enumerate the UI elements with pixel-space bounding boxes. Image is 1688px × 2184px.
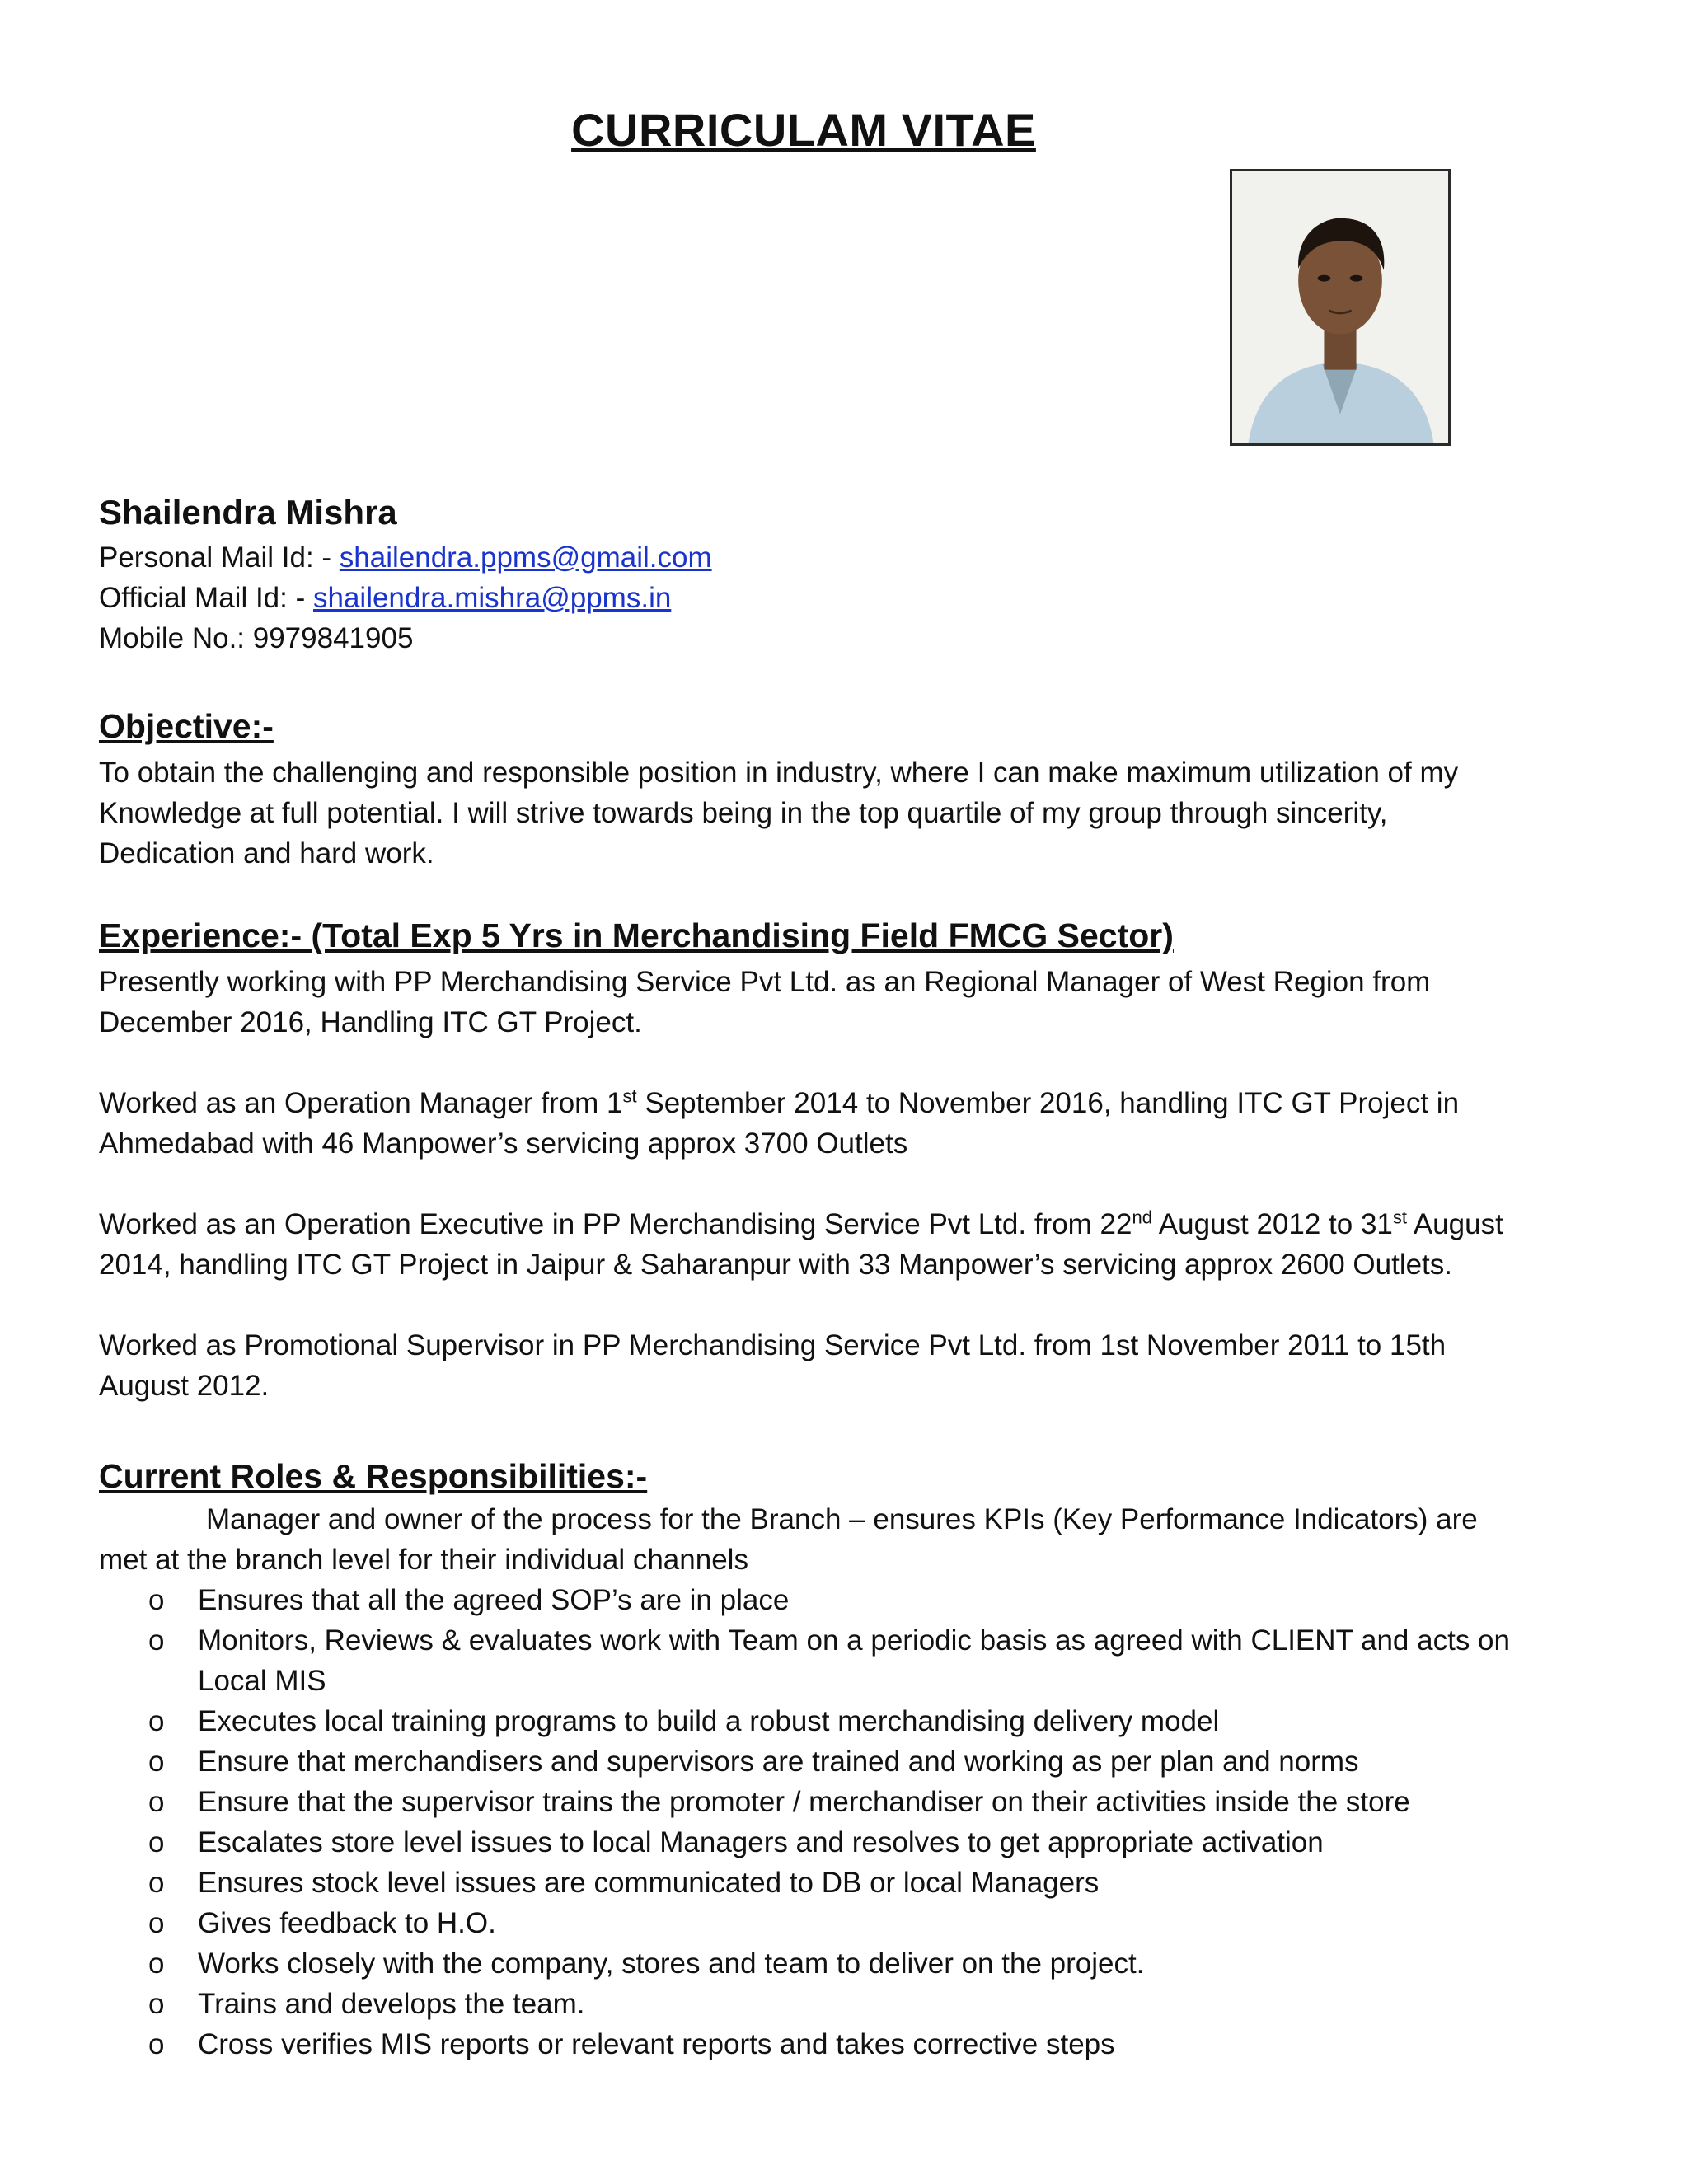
list-item [99, 1701, 1582, 1741]
personal-mail-label: Personal Mail Id: - [99, 541, 340, 574]
official-email-link[interactable]: shailendra.mishra@ppms.in [312, 582, 672, 614]
list-item-text: Cross verifies MIS reports or relevant reports and takes corrective steps [198, 2028, 1115, 2060]
portrait-image [1232, 171, 1448, 443]
list-item [99, 1984, 1582, 2024]
objective-heading: Objective:- [99, 707, 274, 745]
list-item-text: Gives feedback to H.O. [198, 1907, 496, 1939]
profile-photo [1230, 169, 1451, 446]
document-title: CURRICULAM VITAE [571, 104, 1036, 156]
list-item [99, 1741, 1582, 1782]
bullet-icon: o [148, 2028, 165, 2060]
experience-line: December 2016, Handling ITC GT Project. [99, 1006, 642, 1038]
text-segment: Worked as an Operation Executive in PP Merchandising Service Pvt Ltd. from 22 [99, 1208, 1132, 1240]
list-item [99, 1580, 1582, 1620]
roles-heading: Current Roles & Responsibilities:- [99, 1457, 648, 1495]
experience-line: 2014, handling ITC GT Project in Jaipur & Saharanpur with 33 Manpower’s servicing approx 2600 Outlets. [99, 1249, 1453, 1281]
experience-current [99, 962, 1582, 1043]
text-segment: Worked as an Operation Manager from 1 [99, 1087, 623, 1119]
bullet-icon: o [148, 1867, 165, 1899]
bullet-icon: o [148, 1584, 165, 1616]
mobile-label: Mobile No.: [99, 622, 253, 654]
bullet-icon: o [148, 1826, 165, 1858]
list-item [99, 1782, 1582, 1822]
bullet-icon: o [148, 1907, 165, 1939]
official-mail-label: Official Mail Id: - [99, 582, 313, 614]
ordinal-suffix: st [1392, 1207, 1408, 1228]
list-item-text: Works closely with the company, stores and team to deliver on the project. [198, 1947, 1145, 1980]
bullet-icon: o [148, 1746, 165, 1778]
bullet-icon: o [148, 1624, 165, 1657]
experience-line: Presently working with PP Merchandising Service Pvt Ltd. as an Regional Manager of West Region from [99, 966, 1431, 998]
bullet-icon: o [148, 1705, 165, 1737]
experience-text [99, 962, 1582, 1446]
list-item [99, 1620, 1582, 1701]
text-segment: September 2014 to November 2016, handling ITC GT Project in [636, 1087, 1460, 1119]
experience-line: Worked as Promotional Supervisor in PP Merchandising Service Pvt Ltd. from 1st November 2011 to 15th [99, 1329, 1447, 1361]
list-item-text: Ensure that merchandisers and supervisors are trained and working as per plan and norms [198, 1746, 1359, 1778]
list-item-text: Escalates store level issues to local Managers and resolves to get appropriate activation [198, 1826, 1324, 1858]
list-item-text: Monitors, Reviews & evaluates work with Team on a periodic basis as agreed with CLIENT and acts on [198, 1624, 1510, 1657]
mobile-line [99, 618, 1582, 658]
official-mail-line [99, 578, 1582, 618]
ordinal-suffix: nd [1132, 1207, 1152, 1228]
experience-promotional-supervisor [99, 1325, 1582, 1406]
objective-line: To obtain the challenging and responsible position in industry, where I can make maximum utilization of my [99, 757, 1459, 789]
bullet-icon: o [148, 1988, 165, 2020]
bullet-icon: o [148, 1786, 165, 1818]
objective-line: Knowledge at full potential. I will strive towards being in the top quartile of my group through sincerity, [99, 797, 1388, 829]
experience-operation-executive [99, 1204, 1582, 1285]
roles-intro-line: met at the branch level for their individual channels [99, 1544, 748, 1576]
list-item-text: Executes local training programs to build a robust merchandising delivery model [198, 1705, 1220, 1737]
list-item [99, 2024, 1582, 2064]
list-item-text: Ensure that the supervisor trains the promoter / merchandiser on their activities inside the store [198, 1786, 1410, 1818]
personal-email-link[interactable]: shailendra.ppms@gmail.com [339, 541, 712, 574]
roles-intro-line [99, 1499, 1582, 1540]
experience-operation-manager [99, 1083, 1582, 1164]
bullet-icon: o [148, 1947, 165, 1980]
experience-heading: Experience:- (Total Exp 5 Yrs in Merchandising Field FMCG Sector) [99, 916, 1174, 954]
text-segment: Manager and owner of the process for the Branch – ensures KPIs (Key Performance Indicators) are [206, 1503, 1478, 1535]
responsibilities-list [99, 1580, 1582, 2064]
personal-mail-line [99, 537, 1582, 578]
list-item [99, 1863, 1582, 1903]
list-item [99, 1822, 1582, 1863]
list-item [99, 1903, 1582, 1943]
text-segment: August [1407, 1208, 1503, 1240]
list-item [99, 1943, 1582, 1984]
experience-line: Ahmedabad with 46 Manpower’s servicing approx 3700 Outlets [99, 1127, 908, 1160]
list-item-text: Local MIS [198, 1665, 326, 1697]
ordinal-suffix: st [622, 1085, 637, 1107]
contact-block [99, 537, 1582, 658]
candidate-name: Shailendra Mishra [99, 493, 397, 532]
experience-line: August 2012. [99, 1370, 270, 1402]
list-item-text: Ensures stock level issues are communicated to DB or local Managers [198, 1867, 1100, 1899]
experience-line [99, 1204, 1582, 1244]
roles-text [99, 1499, 1582, 2064]
mobile-number: 9979841905 [252, 622, 414, 654]
objective-text [99, 752, 1582, 874]
list-item-text: Trains and develops the team. [198, 1988, 585, 2020]
experience-line [99, 1083, 1582, 1123]
list-item-text: Ensures that all the agreed SOP’s are in place [198, 1584, 790, 1616]
text-segment: August 2012 to 31 [1151, 1208, 1393, 1240]
objective-line: Dedication and hard work. [99, 837, 434, 869]
